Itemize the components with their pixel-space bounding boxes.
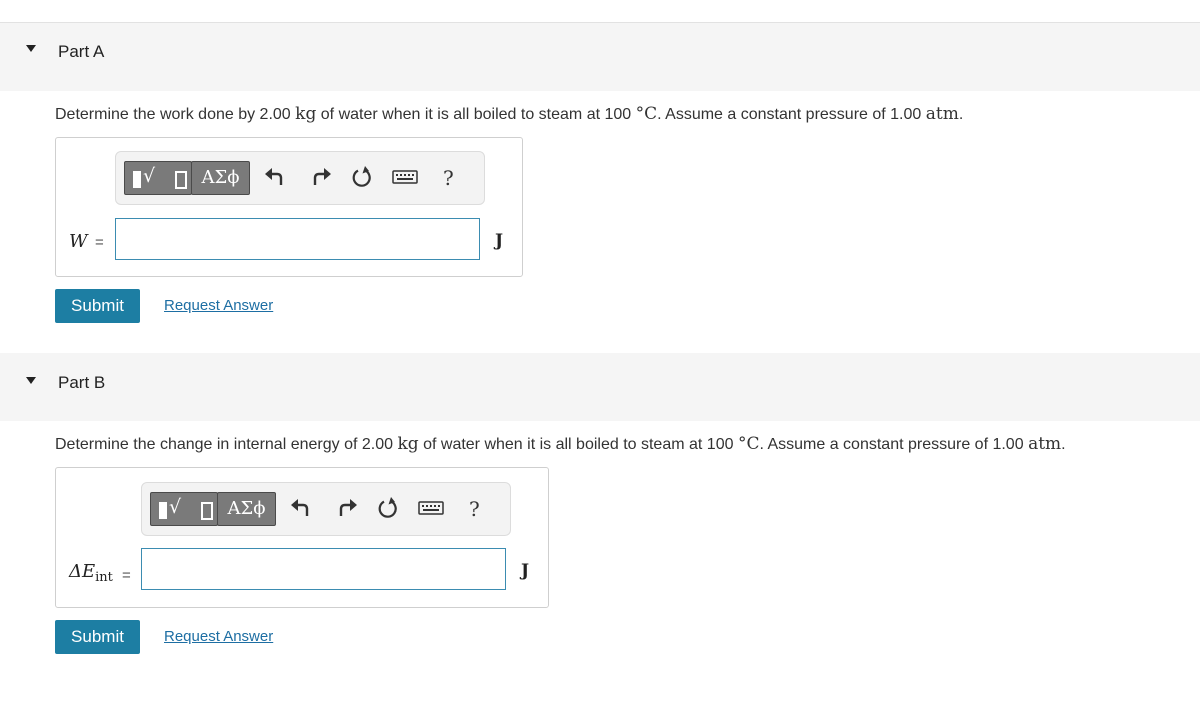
question-text-start: Determine the work done by 2.00	[55, 106, 291, 123]
pressure-unit: atm	[925, 104, 959, 124]
template-block-icon	[133, 171, 141, 188]
undo-icon[interactable]	[288, 496, 312, 520]
part-a-header[interactable]	[0, 23, 1200, 91]
submit-button[interactable]: Submit	[55, 289, 140, 323]
question-text-end: .	[958, 106, 964, 123]
help-icon[interactable]: ?	[443, 166, 454, 190]
keyboard-icon[interactable]	[418, 496, 444, 520]
keyboard-icon[interactable]	[392, 165, 418, 189]
templates-button[interactable]	[150, 492, 218, 526]
pressure-unit: atm	[1028, 434, 1062, 454]
variable-label	[69, 561, 113, 585]
unit-label: J	[495, 231, 504, 251]
question-text	[55, 104, 963, 124]
answer-input[interactable]	[141, 548, 506, 590]
reset-icon[interactable]	[350, 165, 374, 189]
greek-symbols-button[interactable]: ΑΣϕ	[217, 492, 276, 526]
placeholder-square-icon	[175, 171, 187, 189]
greek-symbols-button[interactable]: ΑΣϕ	[191, 161, 250, 195]
part-title: Part A	[58, 42, 105, 61]
unit-label: J	[521, 561, 530, 581]
template-block-icon	[159, 502, 167, 519]
mass-unit: kg	[295, 104, 317, 124]
equals-sign: =	[122, 567, 131, 584]
part-b-header[interactable]	[0, 353, 1200, 421]
question-text-post: . Assume a constant pressure of 1.00	[759, 436, 1024, 453]
request-answer-link[interactable]: Request Answer	[164, 628, 274, 645]
answer-box	[55, 137, 523, 277]
redo-icon[interactable]	[336, 496, 360, 520]
collapse-caret-icon[interactable]	[26, 45, 36, 52]
collapse-caret-icon[interactable]	[26, 377, 36, 384]
variable-label	[69, 231, 88, 255]
equals-sign: =	[95, 234, 104, 251]
question-text-mid: of water when it is all boiled to steam at 100	[423, 436, 734, 453]
variable-symbol: ΔE	[69, 561, 96, 582]
answer-input[interactable]	[115, 218, 480, 260]
question-text	[55, 434, 1066, 454]
question-text-end: .	[1061, 436, 1066, 453]
submit-button[interactable]: Submit	[55, 620, 140, 654]
radical-icon: √	[169, 496, 182, 518]
math-toolbar	[115, 151, 485, 205]
reset-icon[interactable]	[376, 496, 400, 520]
question-text-mid: of water when it is all boiled to steam at 100	[320, 106, 632, 123]
request-answer-link[interactable]: Request Answer	[164, 297, 274, 314]
redo-icon[interactable]	[310, 165, 334, 189]
temperature-unit: °C	[635, 104, 658, 124]
question-text-start: Determine the change in internal energy of 2.00	[55, 436, 393, 453]
variable-subscript: int	[95, 570, 113, 585]
radical-icon: √	[143, 165, 156, 187]
undo-icon[interactable]	[262, 165, 286, 189]
variable-symbol: W	[69, 231, 88, 252]
placeholder-square-icon	[201, 502, 213, 520]
part-title: Part B	[58, 373, 106, 392]
answer-box	[55, 467, 549, 608]
temperature-unit: °C	[737, 434, 760, 454]
question-text-post: . Assume a constant pressure of 1.00	[657, 106, 922, 123]
math-toolbar	[141, 482, 511, 536]
mass-unit: kg	[397, 434, 419, 454]
help-icon[interactable]: ?	[469, 497, 480, 521]
templates-button[interactable]	[124, 161, 192, 195]
